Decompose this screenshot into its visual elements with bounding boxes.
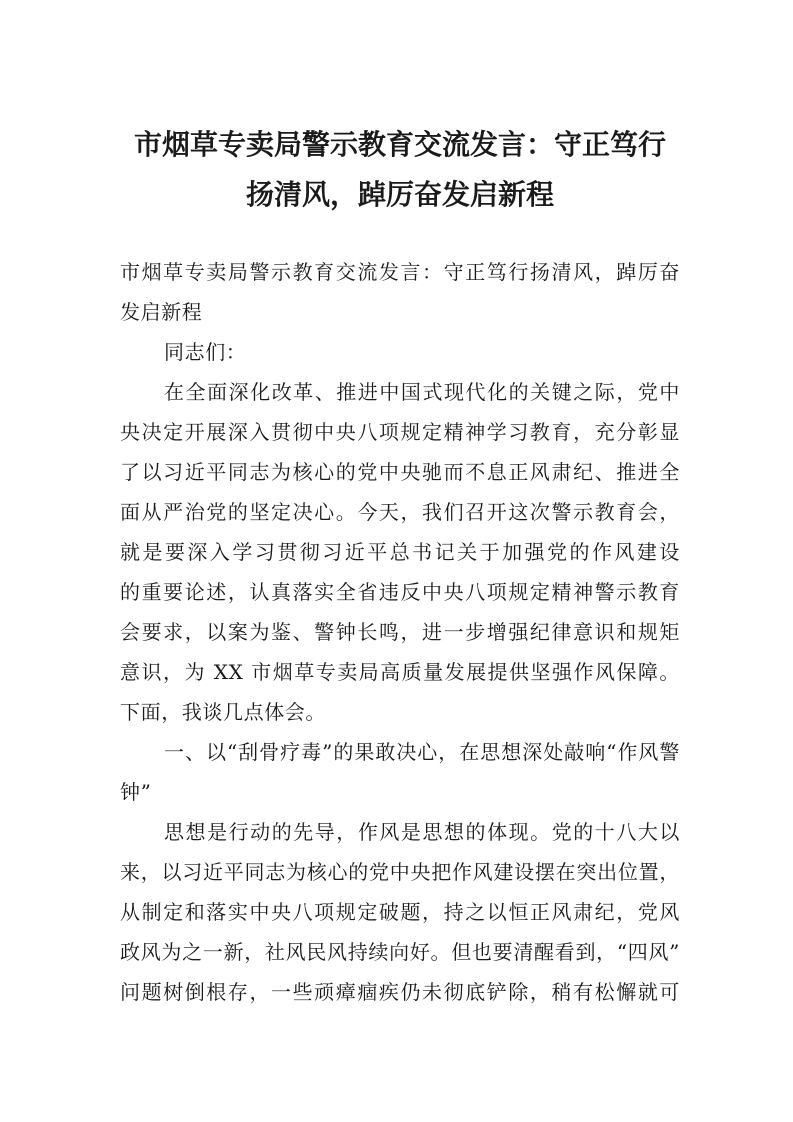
paragraph-line: 发启新程 xyxy=(120,300,203,324)
paragraph-line: 来，以习近平同志为核心的党中央把作风建设摆在突出位置， xyxy=(120,860,680,884)
document-page xyxy=(120,120,680,1012)
paragraph-line: 的重要论述，认真落实全省违反中央八项规定精神警示教育 xyxy=(120,580,680,604)
document-title xyxy=(120,120,680,220)
intro-paragraph xyxy=(120,372,680,732)
section-heading-1 xyxy=(120,732,680,812)
title-line-1: 市烟草专卖局警示教育交流发言：守正笃行 xyxy=(133,128,666,161)
heading-line: 钟” xyxy=(120,780,152,804)
paragraph-line: 意识，为 XX 市烟草专卖局高质量发展提供坚强作风保障。 xyxy=(120,660,680,684)
paragraph-line: 政风为之一新，社风民风持续向好。但也要清醒看到，“四风” xyxy=(120,940,680,964)
paragraph-line: 央决定开展深入贯彻中央八项规定精神学习教育，充分彰显 xyxy=(120,420,680,444)
paragraph-line: 同志们： xyxy=(164,340,247,364)
paragraph-line: 市烟草专卖局警示教育交流发言：守正笃行扬清风，踔厉奋 xyxy=(120,260,680,284)
paragraph-line: 了以习近平同志为核心的党中央驰而不息正风肃纪、推进全 xyxy=(120,460,680,484)
paragraph-line: 会要求，以案为鉴、警钟长鸣，进一步增强纪律意识和规矩 xyxy=(120,620,680,644)
document-body xyxy=(120,252,680,1012)
paragraph-line: 在全面深化改革、推进中国式现代化的关键之际，党中 xyxy=(164,380,680,404)
paragraph-line: 问题树倒根存，一些顽瘴痼疾仍未彻底铲除，稍有松懈就可 xyxy=(120,980,680,1004)
paragraph-line: 面从严治党的坚定决心。今天，我们召开这次警示教育会， xyxy=(120,500,680,524)
salutation-paragraph xyxy=(120,332,680,372)
section-1-paragraph xyxy=(120,812,680,1012)
subtitle-paragraph xyxy=(120,252,680,332)
paragraph-line: 从制定和落实中央八项规定破题，持之以恒正风肃纪，党风 xyxy=(120,900,680,924)
paragraph-line: 就是要深入学习贯彻习近平总书记关于加强党的作风建设 xyxy=(120,540,680,564)
paragraph-line: 思想是行动的先导，作风是思想的体现。党的十八大以 xyxy=(164,820,680,844)
heading-line: 一、以“刮骨疗毒”的果敢决心，在思想深处敲响“作风警 xyxy=(164,740,680,764)
paragraph-line: 下面，我谈几点体会。 xyxy=(120,700,326,724)
title-line-2: 扬清风，踔厉奋发启新程 xyxy=(245,178,554,211)
